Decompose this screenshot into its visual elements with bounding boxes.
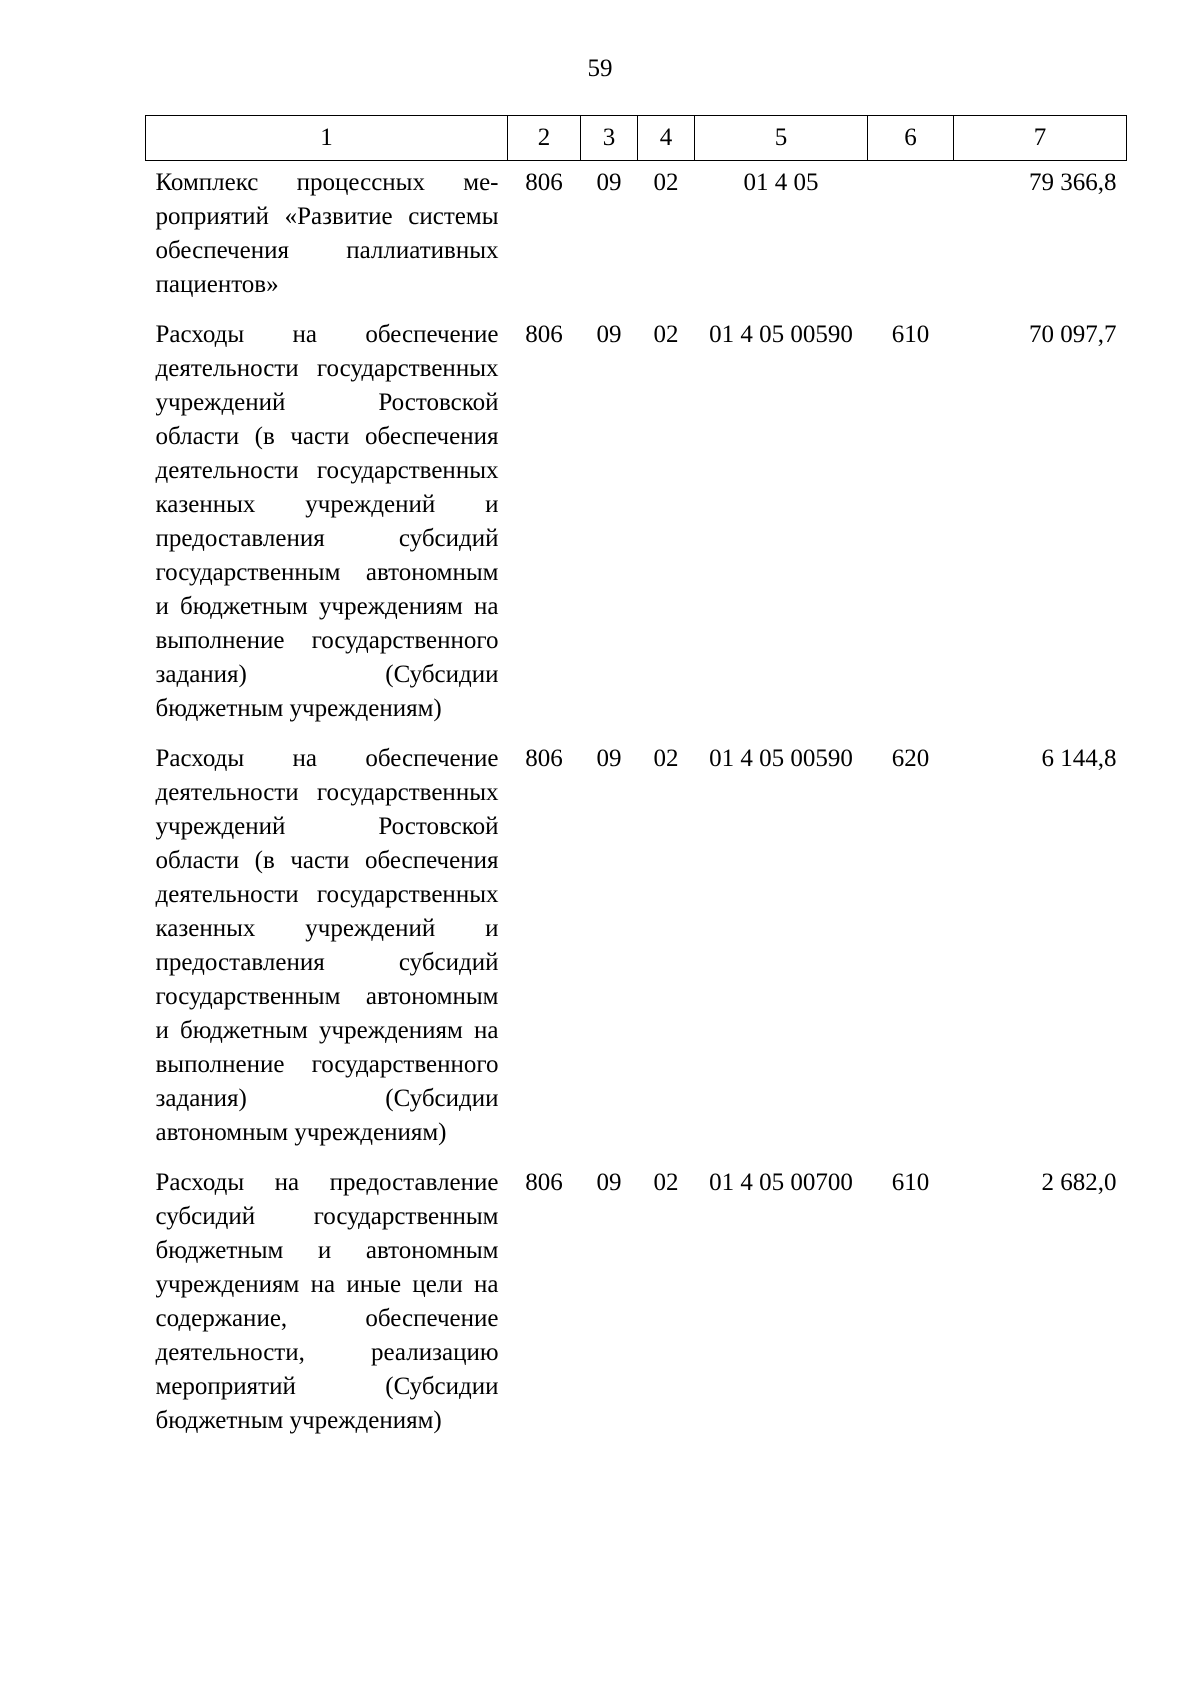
row-col-7: 2 682,0 xyxy=(1041,1169,1117,1196)
page-number: 59 xyxy=(587,55,613,82)
table-row xyxy=(146,161,1127,319)
row-col-2: 806 xyxy=(525,169,563,196)
table-header xyxy=(146,116,1127,161)
row-description: Расходы на обеспечение деятельности государственных учреждений Ростовской области (в части обеспечения деятельности государственных казенных учреждений и предоставления субсидий государственным автономным и бюджетным учреждениям на выполнение государственного задания) (Субсидии автономным учреждениям) xyxy=(155,745,499,1146)
row-col-3: 09 xyxy=(596,321,622,348)
row-col-4: 02 xyxy=(653,169,679,196)
header-col-4: 4 xyxy=(638,116,695,161)
budget-table xyxy=(145,115,1127,1454)
header-col-2: 2 xyxy=(508,116,581,161)
row-col-3: 09 xyxy=(596,169,622,196)
header-col-7: 7 xyxy=(954,116,1127,161)
row-col-3: 09 xyxy=(596,1169,622,1196)
row-col-2: 806 xyxy=(525,745,563,772)
header-col-3: 3 xyxy=(581,116,638,161)
header-col-1: 1 xyxy=(146,116,508,161)
row-col-6: 610 xyxy=(891,1169,930,1196)
row-description: Комплекс процессных мероприятий «Развитие системы обеспечения паллиативных пациентов» xyxy=(155,169,499,298)
row-col-6: 610 xyxy=(891,321,930,348)
row-col-3: 09 xyxy=(596,745,622,772)
header-col-6: 6 xyxy=(868,116,954,161)
header-row xyxy=(146,116,1127,161)
row-col-6 xyxy=(868,161,954,319)
row-col-5: 01 4 05 00700 xyxy=(709,1169,853,1196)
table-row xyxy=(146,318,1127,742)
row-col-5: 01 4 05 00590 xyxy=(709,745,853,772)
table-row xyxy=(146,742,1127,1166)
row-col-4: 02 xyxy=(653,1169,679,1196)
row-col-4: 02 xyxy=(653,321,679,348)
row-col-2: 806 xyxy=(525,1169,563,1196)
table-row xyxy=(146,1166,1127,1454)
row-col-4: 02 xyxy=(653,745,679,772)
header-col-5: 5 xyxy=(695,116,868,161)
row-col-6: 620 xyxy=(891,745,930,772)
row-col-7: 79 366,8 xyxy=(1029,169,1117,196)
row-description: Расходы на обеспечение деятельности государственных учреждений Ростовской области (в части обеспечения деятельности государственных казенных учреждений и предоставления субсидий государственным автономным и бюджетным учреждениям на выполнение государственного задания) (Субсидии бюджетным учреждениям) xyxy=(155,321,499,722)
table-body xyxy=(146,161,1127,1455)
row-col-7: 6 144,8 xyxy=(1041,745,1117,772)
row-col-5: 01 4 05 xyxy=(743,169,819,196)
row-description: Расходы на предоставление субсидий государственным бюджетным и автономным учреждениям на иные цели на содержание, обеспечение деятельности, реализацию мероприятий (Субсидии бюджетным учреждениям) xyxy=(155,1169,499,1434)
row-col-5: 01 4 05 00590 xyxy=(709,321,853,348)
row-col-2: 806 xyxy=(525,321,563,348)
row-col-7: 70 097,7 xyxy=(1029,321,1117,348)
